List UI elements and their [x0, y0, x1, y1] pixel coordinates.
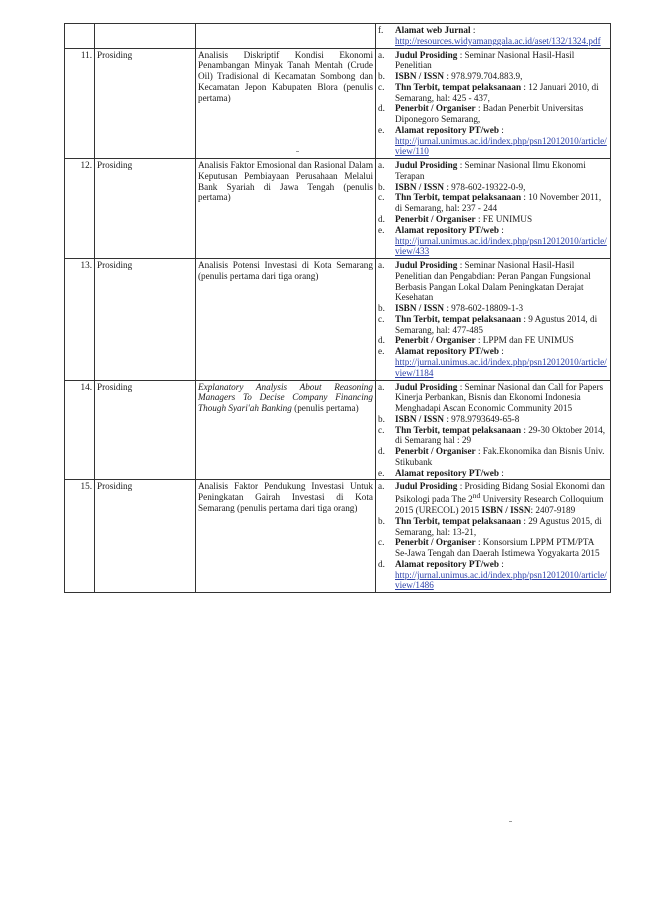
item-value: : 12 Januari 2010, di Semarang, hal: 425 - 437, — [395, 81, 599, 103]
detail-item — [378, 425, 608, 447]
detail-item — [378, 103, 608, 125]
table-row — [65, 480, 611, 593]
item-value: : Prosiding Bidang Sosial Ekonomi dan Psikologi pada The 2 — [395, 481, 605, 505]
item-value: : — [470, 25, 476, 35]
detail-item — [378, 214, 608, 225]
detail-item — [378, 71, 608, 82]
detail-item — [378, 82, 608, 104]
item-label: ISBN / ISSN — [395, 413, 445, 424]
table-row — [65, 48, 611, 159]
item-letter: b. — [378, 71, 385, 82]
item-value: : — [498, 224, 504, 235]
detail-cell — [376, 159, 611, 259]
item-label: Alamat repository PT/web — [395, 346, 499, 357]
item-label: Thn Terbit, tempat pelaksanaan — [395, 81, 522, 92]
detail-item — [378, 468, 608, 479]
detail-item — [378, 559, 608, 591]
item-label: ISBN / ISSN — [395, 71, 445, 82]
item-label: Alamat repository PT/web — [395, 558, 499, 569]
item-label: Judul Prosiding — [395, 49, 458, 60]
item-letter: d. — [378, 446, 385, 457]
detail-item — [378, 516, 608, 538]
item-label: Penerbit / Organiser — [395, 537, 476, 548]
item-value: : 29-30 Oktober 2014, di Semarang hal : 29 — [395, 424, 606, 446]
item-label: Thn Terbit, tempat pelaksanaan — [395, 424, 522, 435]
item-letter: c. — [378, 192, 385, 203]
detail-item — [378, 225, 608, 257]
item-label: Penerbit / Organiser — [395, 335, 476, 346]
item-letter: d. — [378, 335, 385, 346]
scan-speck — [296, 151, 299, 152]
item-label: Alamat repository PT/web — [395, 224, 499, 235]
type-cell — [95, 24, 196, 49]
publication-type: Prosiding — [95, 259, 196, 380]
item-value: : 10 November 2011, di Semarang, hal: 237 - 244 — [395, 192, 602, 214]
item-label: Judul Prosiding — [395, 260, 458, 271]
item-value: : 29 Agustus 2015, di Semarang, hal: 13-21, — [395, 515, 602, 537]
detail-item — [378, 125, 608, 157]
detail-item — [378, 382, 608, 414]
repository-link[interactable]: http://jurnal.unimus.ac.id/index.php/psn12012010/article/view/433 — [395, 235, 607, 257]
publication-title: Analisis Faktor Pendukung Investasi Untuk Peningkatan Gairah Investasi di Kota Semarang (penulis pertama dari tiga orang) — [196, 480, 376, 593]
item-value: : 9 Agustus 2014, di Semarang, hal: 477-485 — [395, 313, 598, 335]
publication-type: Prosiding — [95, 159, 196, 259]
item-letter: d. — [378, 558, 385, 569]
detail-cell — [376, 259, 611, 380]
detail-cell — [376, 480, 611, 593]
row-number: 11. — [65, 48, 95, 159]
item-letter: f. — [378, 25, 384, 35]
item-label: Judul Prosiding — [395, 481, 458, 492]
no-cell — [65, 24, 95, 49]
item-letter: d. — [378, 103, 385, 114]
detail-item — [378, 446, 608, 468]
item-value: : — [498, 346, 504, 357]
item-letter: b. — [378, 413, 385, 424]
item-letter: b. — [378, 181, 385, 192]
detail-item — [378, 346, 608, 378]
item-label: Thn Terbit, tempat pelaksanaan — [395, 313, 522, 324]
detail-item — [378, 192, 608, 214]
row-number: 15. — [65, 480, 95, 593]
item-label: Penerbit / Organiser — [395, 214, 476, 225]
publication-type: Prosiding — [95, 48, 196, 159]
table-row — [65, 380, 611, 480]
item-value: University Research Colloquium 2015 (URECOL) 2015 — [395, 494, 604, 515]
item-value: : LPPM dan FE UNIMUS — [475, 335, 574, 346]
ordinal-suffix: nd — [472, 491, 481, 501]
title-tail: (penulis pertama) — [291, 403, 359, 414]
repository-link[interactable]: http://jurnal.unimus.ac.id/index.php/psn12012010/article/view/1184 — [395, 356, 607, 378]
publication-type: Prosiding — [95, 480, 196, 593]
item-letter: e. — [378, 346, 385, 357]
item-label: ISBN / ISSN — [395, 181, 445, 192]
item-letter: b. — [378, 303, 385, 314]
item-value: : 978.979.704.883.9, — [444, 71, 523, 82]
item-value: : Fak.Ekonomika dan Bisnis Univ. Stikubank — [395, 446, 605, 467]
item-letter: a. — [378, 481, 385, 492]
item-letter: b. — [378, 515, 385, 526]
publication-title: Analisis Diskriptif Kondisi Ekonomi Penambangan Minyak Tanah Mentah (Crude Oil) Tradisional di Kecamatan Sombong dan Kecamatan Jepon Kabupaten Blora (penulis pertama) — [196, 48, 376, 159]
item-label: Judul Prosiding — [395, 160, 458, 171]
detail-cell — [376, 48, 611, 159]
table-row — [65, 259, 611, 380]
table-row — [65, 159, 611, 259]
item-label: Alamat repository PT/web — [395, 124, 499, 135]
detail-item — [378, 481, 608, 515]
detail-item — [378, 335, 608, 346]
item-label: ISBN / ISSN — [395, 303, 445, 314]
row-number: 13. — [65, 259, 95, 380]
web-link[interactable]: http://resources.widyamanggala.ac.id/aset/132/1324.pdf — [395, 35, 601, 46]
detail-item — [378, 160, 608, 182]
item-value: : 978.9793649-65-8 — [444, 413, 520, 424]
publication-type: Prosiding — [95, 380, 196, 480]
item-letter: e. — [378, 467, 385, 478]
item-label: Thn Terbit, tempat pelaksanaan — [395, 192, 522, 203]
item-letter: c. — [378, 537, 385, 548]
item-value: : — [498, 467, 504, 478]
repository-link[interactable]: http://jurnal.unimus.ac.id/index.php/psn12012010/article/view/110 — [395, 135, 607, 157]
item-letter: c. — [378, 424, 385, 435]
item-label: Judul Prosiding — [395, 381, 458, 392]
detail-item — [378, 414, 608, 425]
title-italic: Explanatory Analysis About Reasoning Managers To Decise Company Financing Though Syari'ah Banking — [198, 381, 373, 414]
item-value: : — [498, 124, 504, 135]
item-letter: a. — [378, 160, 385, 171]
item-value: : FE UNIMUS — [475, 214, 533, 225]
publication-title: Analisis Faktor Emosional dan Rasional Dalam Keputusan Pembiayaan Perusahaan Melalui Bank Syariah di Jawa Tengah (penulis pertama) — [196, 159, 376, 259]
detail-item — [378, 25, 608, 47]
item-letter: e. — [378, 224, 385, 235]
item-label: Alamat web Jurnal — [395, 25, 471, 35]
title-cell — [196, 24, 376, 49]
item-value: : Seminar Nasional Hasil-Hasil Penelitian dan Pengabdian: Peran Pangan Fungsional Berbasis Pangan Lokal Dalam Peningkatan Derajat Kesehatan — [395, 260, 591, 303]
repository-link[interactable]: http://jurnal.unimus.ac.id/index.php/psn12012010/article/view/1486 — [395, 569, 607, 591]
item-label: Thn Terbit, tempat pelaksanaan — [395, 515, 522, 526]
item-letter: d. — [378, 214, 385, 225]
item-value: : Badan Penerbit Universitas Diponegoro Semarang, — [395, 103, 584, 125]
detail-item — [378, 303, 608, 314]
item-value: : Konsorsium LPPM PTM/PTA Se-Jawa Tengah dan Daerah Istimewa Yogyakarta 2015 — [395, 537, 600, 559]
detail-item — [378, 314, 608, 336]
scan-speck — [509, 821, 512, 822]
detail-cell — [376, 380, 611, 480]
table-row — [65, 24, 611, 49]
item-label: Penerbit / Organiser — [395, 103, 476, 114]
publication-title — [196, 380, 376, 480]
item-value: : 978-602-18809-1-3 — [444, 303, 524, 314]
item-label: Alamat repository PT/web — [395, 467, 499, 478]
item-letter: a. — [378, 49, 385, 60]
item-value: : Seminar Nasional Ilmu Ekonomi Terapan — [395, 160, 586, 181]
item-letter: c. — [378, 313, 385, 324]
detail-item — [378, 50, 608, 72]
item-label: ISBN / ISSN — [481, 504, 531, 515]
item-value: : 978-602-19322-0-9, — [444, 181, 526, 192]
row-number: 12. — [65, 159, 95, 259]
item-letter: a. — [378, 260, 385, 271]
item-value: : Seminar Nasional Hasil-Hasil Penelitian — [395, 49, 575, 71]
detail-item — [378, 260, 608, 303]
detail-item — [378, 537, 608, 559]
detail-cell — [376, 24, 611, 49]
publication-table — [64, 23, 611, 593]
item-letter: a. — [378, 381, 385, 392]
item-value: : Seminar Nasional dan Call for Papers Kinerja Perbankan, Bisnis dan Ekonomi Indonesia Menghadapi Ascan Economic Community 2015 — [395, 381, 604, 414]
item-letter: c. — [378, 81, 385, 92]
item-value: : — [498, 558, 504, 569]
item-value: : 2407-9189 — [530, 504, 576, 515]
detail-item — [378, 182, 608, 193]
row-number: 14. — [65, 380, 95, 480]
item-letter: e. — [378, 124, 385, 135]
publication-title: Analisis Potensi Investasi di Kota Semarang (penulis pertama dari tiga orang) — [196, 259, 376, 380]
item-label: Penerbit / Organiser — [395, 446, 476, 457]
